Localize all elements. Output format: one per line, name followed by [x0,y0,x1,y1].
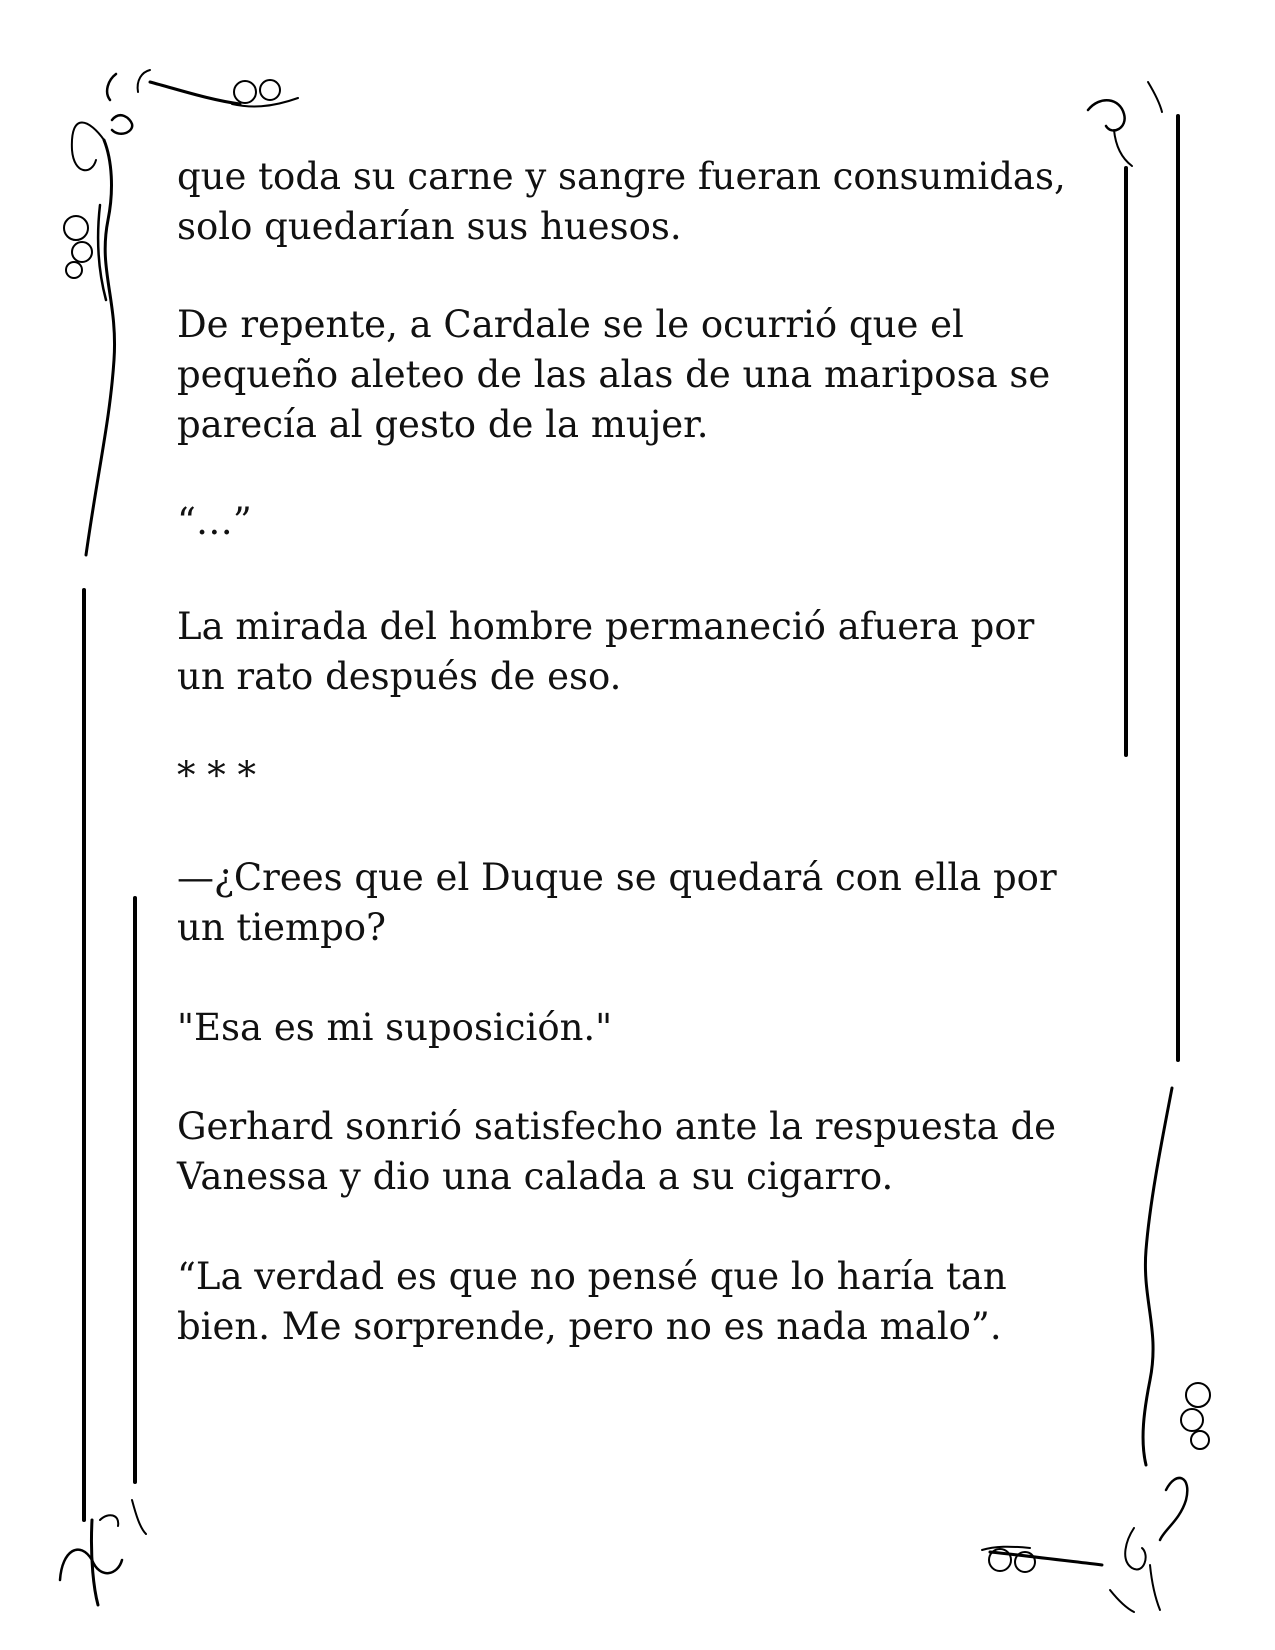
text-line: pequeño aleteo de las alas de una mariposa se [177,353,1051,396]
paragraph [177,1252,1007,1352]
text-line: Gerhard sonrió satisfecho ante la respuesta de [177,1105,1057,1148]
scene-break [177,751,256,801]
paragraph [177,853,1057,953]
text-line: un tiempo? [177,906,386,949]
top-right-flourish-icon [1088,82,1162,166]
text-line: “La verdad es que no pensé que lo haría tan [177,1255,1007,1298]
text-line: “…” [177,500,252,543]
bottom-left-flourish-icon [60,1500,146,1605]
paragraph [177,1102,1056,1202]
paragraph [177,300,1050,450]
paragraph [177,152,1066,252]
text-line: De repente, a Cardale se le ocurrió que el [177,303,964,346]
text-line: un rato después de eso. [177,655,622,698]
text-line: solo quedarían sus huesos. [177,205,682,248]
paragraph [177,497,252,547]
text-line: —¿Crees que el Duque se quedará con ella por [177,856,1057,899]
text-line: * * * [177,754,257,797]
text-line: Vanessa y dio una calada a su cigarro. [177,1155,894,1198]
text-line: La mirada del hombre permaneció afuera por [177,605,1035,648]
text-line: bien. Me sorprende, pero no es nada malo”. [177,1305,1002,1348]
text-line: que toda su carne y sangre fueran consumidas, [177,155,1066,198]
paragraph [177,1003,612,1053]
text-line: parecía al gesto de la mujer. [177,403,709,446]
text-line: "Esa es mi suposición." [177,1006,613,1049]
paragraph [177,602,1034,702]
